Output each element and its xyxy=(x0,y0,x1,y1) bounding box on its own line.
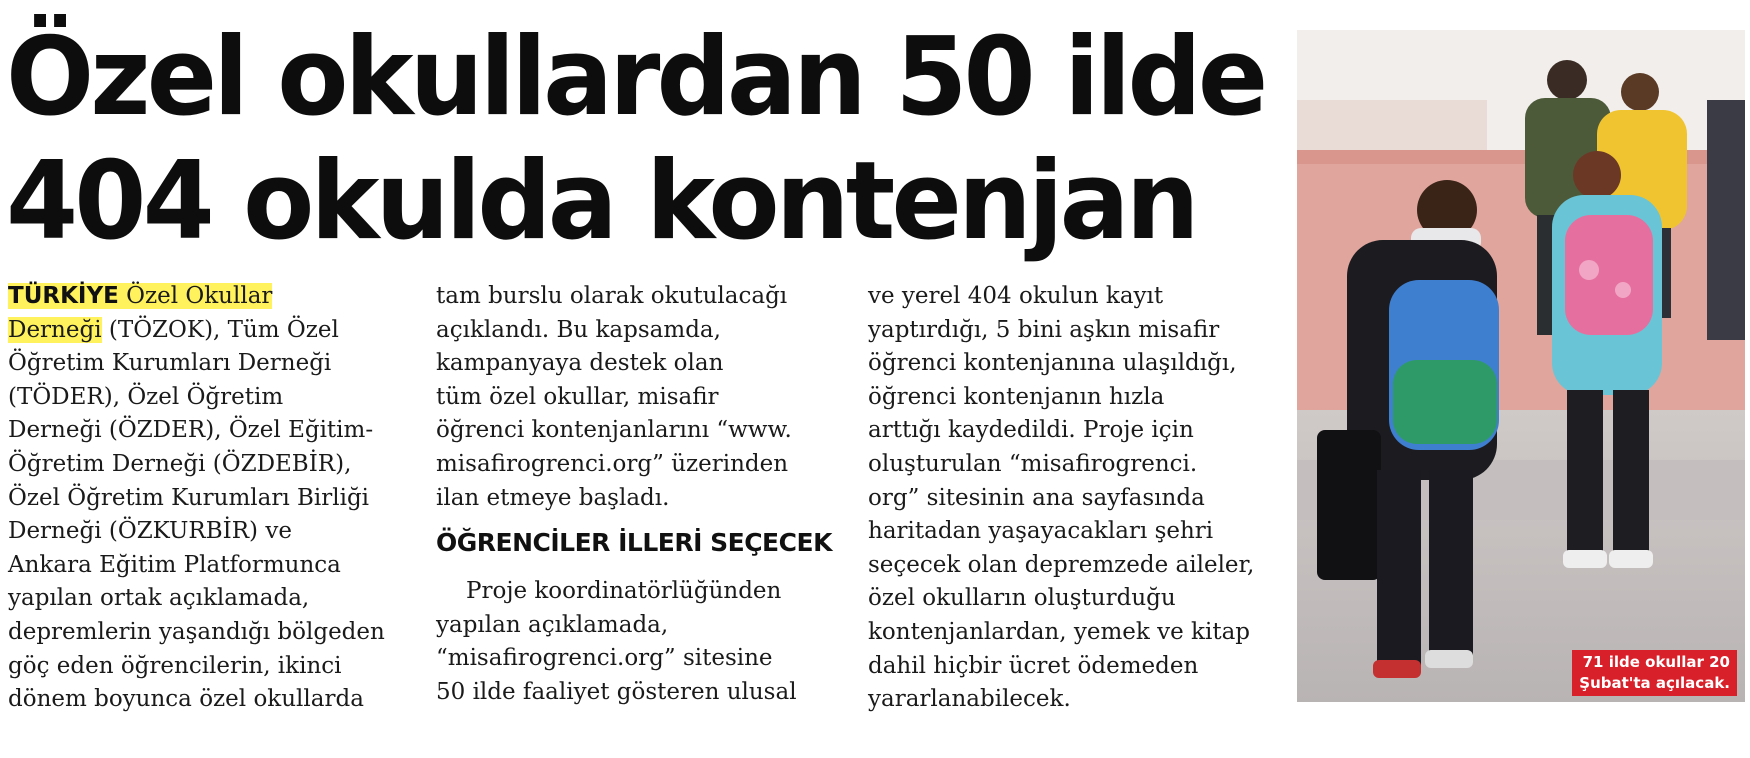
article-line: dönem boyunca özel okullarda xyxy=(8,686,364,713)
article-line: Özel Öğretim Kurumları Birliği xyxy=(8,484,370,511)
article-line: haritadan yaşayacakları şehri xyxy=(868,518,1214,545)
article-line xyxy=(8,314,408,348)
article-line: tam burslu olarak okutulacağı xyxy=(436,283,788,309)
article-line: Derneği (ÖZDER), Özel Eğitim- xyxy=(8,417,374,444)
article-line: ilan etmeye başladı. xyxy=(436,484,670,511)
article-line: seçecek olan depremzede aileler, xyxy=(868,551,1255,578)
highlighted-org-name: Özel Okullar xyxy=(126,283,273,309)
article-line: kampanyaya destek olan xyxy=(436,350,724,377)
headline-line-1: Özel okullardan 50 ilde xyxy=(6,15,1265,140)
article-line: öğrenci kontenjanına ulaşıldığı, xyxy=(868,350,1237,377)
headline-line-2: 404 okulda kontenjan xyxy=(6,139,1196,264)
article-line: Öğretim Derneği (ÖZDEBİR), xyxy=(8,450,352,477)
article-line: depremlerin yaşandığı bölgeden xyxy=(8,618,385,645)
article-line: Derneği (ÖZKURBİR) ve xyxy=(8,518,292,545)
article-line: yapılan ortak açıklamada, xyxy=(8,585,310,612)
article-line: yararlanabilecek. xyxy=(868,686,1071,713)
article-line: dahil hiçbir ücret ödemeden xyxy=(868,652,1199,679)
article-line: açıklandı. Bu kapsamda, xyxy=(436,316,721,343)
article-column-2 xyxy=(436,280,836,710)
article-line: yapılan açıklamada, xyxy=(436,611,669,638)
photo-caption-line-1: 71 ilde okullar 20 xyxy=(1582,653,1730,671)
article-line: arttığı kaydedildi. Proje için xyxy=(868,417,1194,444)
article-first-line xyxy=(8,280,408,314)
article-line: göç eden öğrencilerin, ikinci xyxy=(8,652,342,679)
article-line: Proje koordinatörlüğünden xyxy=(466,578,782,605)
article-line: tüm özel okullar, misafir xyxy=(436,383,719,410)
article-line: “misafirogrenci.org” sitesine xyxy=(436,645,773,672)
photo-caption xyxy=(1572,650,1737,696)
article-line: 50 ilde faaliyet gösteren ulusal xyxy=(436,678,797,705)
article-column-3 xyxy=(868,280,1268,717)
article-text: (TÖZOK), Tüm Özel xyxy=(101,316,339,343)
article-line: kontenjanlardan, yemek ve kitap xyxy=(868,618,1251,645)
article-line: ve yerel 404 okulun kayıt xyxy=(868,283,1164,309)
highlighted-org-name-end: Derneği xyxy=(8,316,102,343)
article-line: yaptırdığı, 5 bini aşkın misafir xyxy=(868,316,1220,343)
article-line: org” sitesinin ana sayfasında xyxy=(868,484,1205,511)
photo-caption-line-2: Şubat'ta açılacak. xyxy=(1579,674,1730,692)
article-line: (TÖDER), Özel Öğretim xyxy=(8,383,284,410)
article-photo xyxy=(1297,30,1745,702)
article-line: öğrenci kontenjanın hızla xyxy=(868,383,1165,410)
article-line: özel okulların oluşturduğu xyxy=(868,585,1176,612)
article-column-1 xyxy=(8,280,408,717)
article-line: misafirogrenci.org” üzerinden xyxy=(436,450,789,477)
students-walking-illustration xyxy=(1297,30,1745,702)
dateline: TÜRKİYE xyxy=(8,283,119,309)
background-figure-edge xyxy=(1707,100,1745,340)
article-line: oluşturulan “misafirogrenci. xyxy=(868,450,1198,477)
article-line: öğrenci kontenjanlarını “www. xyxy=(436,417,792,444)
article-line: Öğretim Kurumları Derneği xyxy=(8,350,332,377)
article-line: Ankara Eğitim Platformunca xyxy=(8,551,341,578)
article-subheading: ÖĞRENCİLER İLLERİ SEÇECEK xyxy=(436,528,832,558)
